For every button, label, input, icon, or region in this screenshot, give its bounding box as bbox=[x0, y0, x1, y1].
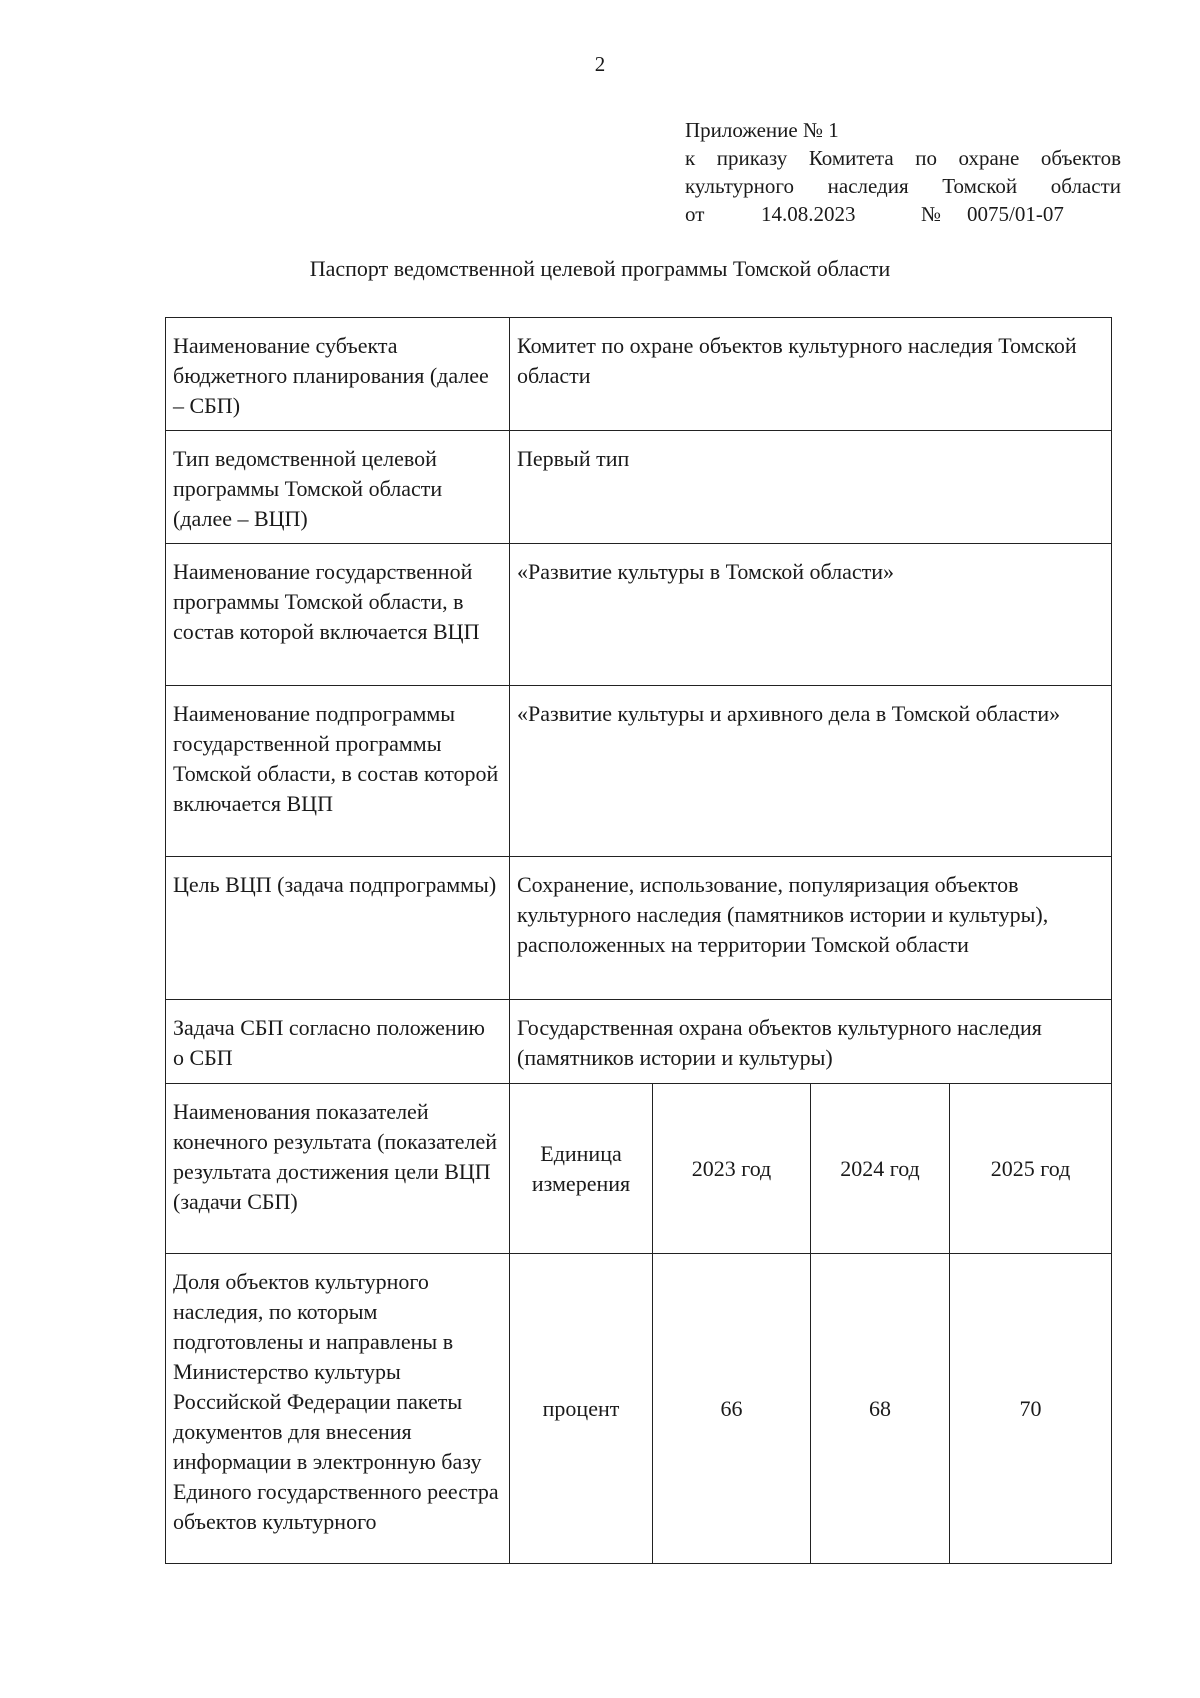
year-header-2025: 2025 год bbox=[950, 1084, 1112, 1254]
row-value: «Развитие культуры и архивного дела в Томской области» bbox=[510, 686, 1112, 857]
indicator-value-2024: 68 bbox=[811, 1254, 950, 1564]
appendix-order-line: к приказу Комитета по охране объектов bbox=[685, 146, 1121, 170]
row-label: Тип ведомственной целевой программы Томской области (далее – ВЦП) bbox=[166, 431, 510, 544]
indicator-value-2023: 66 bbox=[653, 1254, 811, 1564]
indicator-unit: процент bbox=[510, 1254, 653, 1564]
appendix-block bbox=[685, 116, 1121, 228]
passport-table bbox=[165, 317, 1112, 1564]
row-label: Задача СБП согласно положению о СБП bbox=[166, 1000, 510, 1084]
year-header-2024: 2024 год bbox=[811, 1084, 950, 1254]
indicators-header-label: Наименования показателей конечного результата (показателей результата достижения цели ВЦП (задачи СБП) bbox=[166, 1084, 510, 1254]
document-title: Паспорт ведомственной целевой программы Томской области bbox=[309, 256, 891, 281]
year-header-2023: 2023 год bbox=[653, 1084, 811, 1254]
table-row bbox=[166, 857, 1112, 1000]
table-row bbox=[166, 318, 1112, 431]
row-label: Наименование субъекта бюджетного планирования (далее – СБП) bbox=[166, 318, 510, 431]
appendix-number-sign: № bbox=[921, 202, 942, 226]
appendix-title: Приложение № 1 bbox=[685, 118, 839, 142]
row-value: «Развитие культуры в Томской области» bbox=[510, 544, 1112, 686]
appendix-date-line bbox=[685, 200, 1121, 228]
appendix-from-label: от bbox=[685, 202, 705, 226]
indicator-value-2025: 70 bbox=[950, 1254, 1112, 1564]
row-label: Наименование подпрограммы государственной программы Томской области, в состав которой включается ВЦП bbox=[166, 686, 510, 857]
table-row bbox=[166, 544, 1112, 686]
appendix-committee-line: культурного наследия Томской области bbox=[685, 174, 1121, 198]
page-number: 2 bbox=[594, 52, 606, 76]
row-label: Цель ВЦП (задача подпрограммы) bbox=[166, 857, 510, 1000]
row-value: Первый тип bbox=[510, 431, 1112, 544]
table-row bbox=[166, 1000, 1112, 1084]
row-value: Сохранение, использование, популяризация объектов культурного наследия (памятников истории и культуры), расположенных на территории Томской области bbox=[510, 857, 1112, 1000]
row-value: Комитет по охране объектов культурного наследия Томской области bbox=[510, 318, 1112, 431]
row-value: Государственная охрана объектов культурного наследия (памятников истории и культуры) bbox=[510, 1000, 1112, 1084]
indicator-row bbox=[166, 1254, 1112, 1564]
appendix-number: 0075/01-07 bbox=[967, 202, 1064, 226]
table-row bbox=[166, 431, 1112, 544]
row-label: Наименование государственной программы Томской области, в состав которой включается ВЦП bbox=[166, 544, 510, 686]
indicators-header-row bbox=[166, 1084, 1112, 1254]
table-row bbox=[166, 686, 1112, 857]
appendix-date: 14.08.2023 bbox=[761, 202, 856, 226]
unit-header: Единица измерения bbox=[510, 1084, 653, 1254]
indicator-name: Доля объектов культурного наследия, по которым подготовлены и направлены в Министерство культуры Российской Федерации пакеты документов для внесения информации в электронную базу Единого государственного реестра объектов культурного bbox=[166, 1254, 510, 1564]
